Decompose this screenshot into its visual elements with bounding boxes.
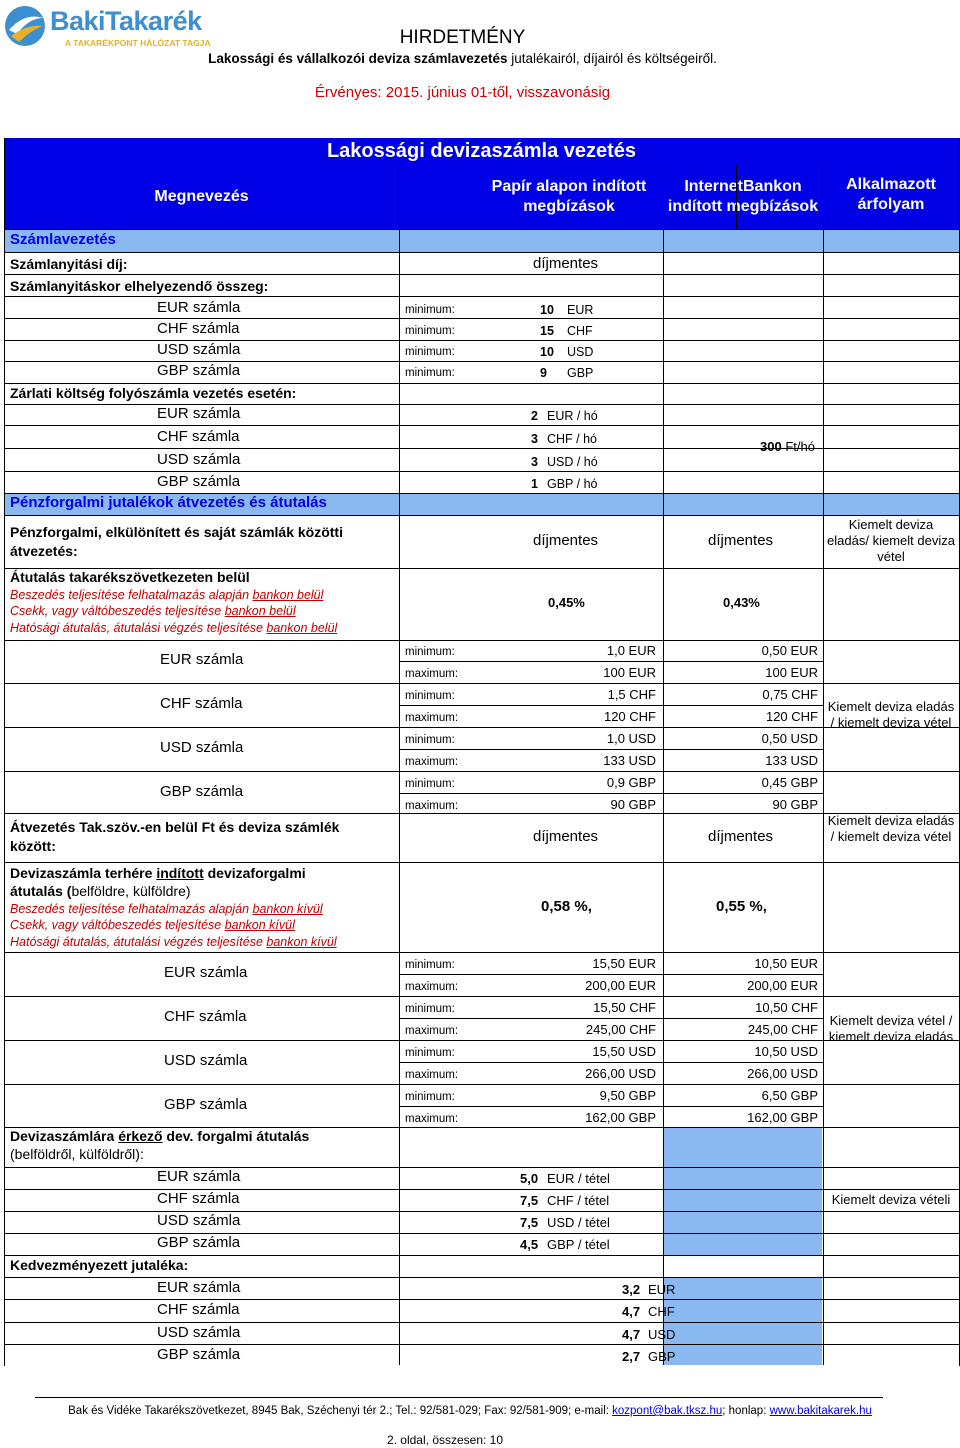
- limit-max-label: maximum:: [405, 1113, 459, 1125]
- in-num: 7,5: [520, 1215, 539, 1230]
- in-num: 5,0: [520, 1171, 539, 1186]
- in-cur: EUR / tétel: [547, 1171, 610, 1186]
- limit-min-paper: 9,50 GBP: [599, 1088, 656, 1103]
- transfer-in-paper: 0,45%: [548, 595, 585, 610]
- limit-max-paper: 266,00 USD: [585, 1066, 656, 1081]
- limit-min-label: minimum:: [405, 1091, 455, 1103]
- pref-cur: CHF: [648, 1304, 675, 1319]
- deposit-cur: EUR: [567, 303, 594, 317]
- limit-min-label: minimum:: [405, 959, 455, 971]
- pref-cur: EUR: [648, 1282, 676, 1297]
- open-fee-label: Számlanyitási díj:: [10, 256, 128, 272]
- pref-account-usd: USD számla: [157, 1324, 241, 1341]
- closing-num: 3: [531, 455, 538, 469]
- deposit-cur: GBP: [567, 366, 594, 380]
- limit-max-paper: 133 USD: [603, 753, 656, 768]
- closing-account-chf: CHF számla: [157, 428, 240, 445]
- pref-account-eur: EUR számla: [157, 1279, 241, 1296]
- limit-min-internet: 10,50 CHF: [755, 1000, 818, 1015]
- internal-rate: Kiemelt deviza eladás/ kiemelt deviza vétel: [827, 517, 955, 564]
- pref-account-gbp: GBP számla: [157, 1346, 241, 1363]
- closing-account-eur: EUR számla: [157, 405, 241, 422]
- limit-max-internet: 200,00 EUR: [747, 978, 818, 993]
- deposit-num: 10: [540, 303, 554, 317]
- in-num: 7,5: [520, 1193, 539, 1208]
- in-account-chf: CHF számla: [157, 1190, 240, 1207]
- limits-rate: Kiemelt deviza eladás / kiemelt deviza vétel: [827, 699, 955, 730]
- limit-min-paper: 1,0 EUR: [606, 643, 656, 658]
- internet-na-incoming: [663, 1127, 822, 1255]
- tak-paper: díjmentes: [533, 828, 599, 845]
- internal-label-2: átvezetés:: [10, 543, 78, 559]
- section-penzforgalmi: Pénzforgalmi jutalékok átvezetés és átutalás: [10, 494, 327, 511]
- limit-min-internet: 6,50 GBP: [761, 1088, 818, 1103]
- deposit-min-label: minimum:: [405, 325, 455, 337]
- out-title-2: átutalás (belföldre, külföldre): [10, 883, 191, 899]
- pref-num: 2,7: [622, 1349, 641, 1364]
- in-cur: GBP / tétel: [547, 1237, 610, 1252]
- in-cur: USD / tétel: [547, 1215, 610, 1230]
- deposit-num: 15: [540, 324, 554, 338]
- deposit-min-label: minimum:: [405, 304, 455, 316]
- tak-label: Átvezetés Tak.szöv.-en belül Ft és deviza számlék: [10, 819, 340, 835]
- out-paper: 0,58 %,: [541, 898, 592, 915]
- limit-min-internet: 10,50 EUR: [754, 956, 818, 971]
- limit-min-paper: 15,50 EUR: [592, 956, 656, 971]
- out_limits-account-eur: EUR számla: [164, 964, 248, 981]
- limit-max-paper: 162,00 GBP: [585, 1110, 656, 1125]
- red-line-1: Csekk, vagy váltóbeszedés teljesítése bankon belül: [10, 604, 296, 618]
- internal-paper: díjmentes: [533, 532, 599, 549]
- red-line-0: Beszedés teljesítése felhatalmazás alapján bankon kívül: [10, 902, 323, 916]
- internet-na-pref: [663, 1277, 822, 1365]
- out-rate: Kiemelt deviza vétel / kiemelt deviza eladás: [828, 1013, 954, 1044]
- deposit-num: 9: [540, 366, 547, 380]
- limit-max-label: maximum:: [405, 756, 459, 768]
- tak-rate: Kiemelt deviza eladás / kiemelt deviza vétel: [827, 813, 955, 844]
- open-deposit-label: Számlanyitáskor elhelyezendő összeg:: [10, 278, 269, 294]
- transfer-in-internet: 0,43%: [723, 595, 760, 610]
- limit-min-internet: 0,50 EUR: [761, 643, 818, 658]
- footer: Bak és Vidéke Takarékszövetkezet, 8945 Bak, Széchenyi tér 2.; Tel.: 92/581-029; Fax: 92/581-909; e-mail: kozpont@bak.tksz.hu; honlap: www.bakitakarek.hu: [68, 1405, 872, 1417]
- closing-num: 2: [531, 409, 538, 423]
- limit-min-internet: 0,50 USD: [761, 731, 818, 746]
- red-line-0: Beszedés teljesítése felhatalmazás alapján bankon belül: [10, 588, 324, 602]
- closing-cur: CHF / hó: [547, 432, 598, 446]
- limit-max-paper: 90 GBP: [610, 797, 656, 812]
- validity: Érvényes: 2015. június 01-től, visszavonásig: [314, 84, 611, 101]
- in-title: Devizaszámlára érkező dev. forgalmi átutalás: [10, 1128, 310, 1144]
- section-bg-szamlavezetes: [4, 230, 959, 252]
- in-title-2: (belföldről, külföldről):: [10, 1146, 144, 1162]
- deposit-cur: CHF: [567, 324, 593, 338]
- limit-min-paper: 0,9 GBP: [606, 775, 656, 790]
- limit-min-internet: 0,75 CHF: [762, 687, 818, 702]
- out_limits-account-gbp: GBP számla: [164, 1096, 248, 1113]
- limit-max-label: maximum:: [405, 1069, 459, 1081]
- out-title: Devizaszámla terhére indított devizaforgalmi: [10, 865, 306, 881]
- limit-max-internet: 266,00 USD: [747, 1066, 818, 1081]
- closing-account-gbp: GBP számla: [157, 473, 241, 490]
- footer-divider: [35, 1397, 883, 1398]
- in-rate: Kiemelt deviza vételi: [831, 1192, 951, 1207]
- footer-web-link[interactable]: www.bakitakarek.hu: [769, 1405, 872, 1417]
- tak-internet: díjmentes: [708, 828, 774, 845]
- internal-internet: díjmentes: [708, 532, 774, 549]
- red-line-2: Hatósági átutalás, átutalási végzés teljesítése bankon belül: [10, 621, 338, 635]
- limit-max-label: maximum:: [405, 1025, 459, 1037]
- col-header-internet: InternetBankon indított megbízások: [663, 165, 823, 229]
- col-header-paper: Papír alapon indított megbízások: [491, 178, 647, 215]
- out_limits-account-usd: USD számla: [164, 1052, 248, 1069]
- closing-account-usd: USD számla: [157, 451, 241, 468]
- limit-min-label: minimum:: [405, 646, 455, 658]
- limit-max-internet: 120 CHF: [765, 709, 818, 724]
- closing-num: 1: [531, 477, 538, 491]
- logo-tagline: A TAKARÉKPONT HÁLÓZAT TAGJA: [65, 38, 211, 48]
- limit-max-internet: 245,00 CHF: [747, 1022, 818, 1037]
- pref-num: 3,2: [622, 1282, 641, 1297]
- page-subtitle: Lakossági és vállalkozói deviza számlavezetés jutalékairól, díjairól és költségeiről.: [208, 51, 717, 66]
- deposit-account-gbp: GBP számla: [157, 362, 241, 379]
- pref-cur: USD: [648, 1327, 676, 1342]
- limit-min-paper: 15,50 CHF: [593, 1000, 656, 1015]
- red-line-1: Csekk, vagy váltóbeszedés teljesítése bankon kívül: [10, 918, 295, 932]
- closing-label: Zárlati költség folyószámla vezetés esetén:: [10, 385, 297, 401]
- deposit-min-label: minimum:: [405, 346, 455, 358]
- limit-min-label: minimum:: [405, 690, 455, 702]
- closing-cur: EUR / hó: [547, 409, 598, 423]
- deposit-account-eur: EUR számla: [157, 299, 241, 316]
- red-line-2: Hatósági átutalás, átutalási végzés teljesítése bankon kívül: [10, 935, 337, 949]
- in-account-gbp: GBP számla: [157, 1234, 241, 1251]
- internal-label: Pénzforgalmi, elkülönített és saját számlák közötti: [10, 524, 343, 540]
- limit-max-paper: 120 CHF: [603, 709, 656, 724]
- pref-account-chf: CHF számla: [157, 1301, 240, 1318]
- limit-min-label: minimum:: [405, 778, 455, 790]
- limit-min-internet: 10,50 USD: [754, 1044, 818, 1059]
- deposit-cur: USD: [567, 345, 594, 359]
- limits-account-chf: CHF számla: [160, 695, 243, 712]
- page-title: HIRDETMÉNY: [399, 27, 526, 48]
- transfer-in-label: Átutalás takarékszövetkezeten belül: [10, 569, 250, 585]
- in-num: 4,5: [520, 1237, 539, 1252]
- deposit-min-label: minimum:: [405, 367, 455, 379]
- limit-min-internet: 0,45 GBP: [761, 775, 818, 790]
- limit-max-label: maximum:: [405, 668, 459, 680]
- limit-max-paper: 100 EUR: [603, 665, 656, 680]
- deposit-account-chf: CHF számla: [157, 320, 240, 337]
- open-fee-value: díjmentes: [533, 255, 599, 272]
- section-szamlavezetes: Számlavezetés: [10, 231, 116, 248]
- limits-account-gbp: GBP számla: [160, 783, 244, 800]
- out-internet: 0,55 %,: [716, 898, 767, 915]
- limit-max-internet: 133 USD: [765, 753, 818, 768]
- limit-max-internet: 162,00 GBP: [747, 1110, 818, 1125]
- footer-email-link[interactable]: kozpont@bak.tksz.hu: [612, 1405, 723, 1417]
- limit-min-label: minimum:: [405, 734, 455, 746]
- limit-max-paper: 200,00 EUR: [585, 978, 656, 993]
- pref-cur: GBP: [648, 1349, 676, 1364]
- deposit-num: 10: [540, 345, 554, 359]
- tak-label-2: között:: [10, 838, 56, 854]
- limit-min-paper: 1,5 CHF: [607, 687, 656, 702]
- closing-num: 3: [531, 432, 538, 446]
- in-account-eur: EUR számla: [157, 1168, 241, 1185]
- out_limits-account-chf: CHF számla: [164, 1008, 247, 1025]
- limit-min-label: minimum:: [405, 1047, 455, 1059]
- limits-account-eur: EUR számla: [160, 651, 244, 668]
- pref-label: Kedvezményezett jutaléka:: [10, 1257, 189, 1273]
- limit-max-internet: 100 EUR: [765, 665, 818, 680]
- pref-num: 4,7: [622, 1327, 641, 1342]
- limit-max-label: maximum:: [405, 800, 459, 812]
- col-header-rate: Alkalmazott árfolyam: [823, 165, 959, 229]
- limit-min-label: minimum:: [405, 1003, 455, 1015]
- col-header-name: Megnevezés: [4, 165, 399, 229]
- limit-min-paper: 15,50 USD: [592, 1044, 656, 1059]
- closing-cur: USD / hó: [547, 455, 598, 469]
- limit-max-internet: 90 GBP: [772, 797, 818, 812]
- page-number: 2. oldal, összesen: 10: [386, 1433, 504, 1447]
- limit-max-paper: 245,00 CHF: [585, 1022, 656, 1037]
- closing-cur: GBP / hó: [547, 477, 598, 491]
- limits-account-usd: USD számla: [160, 739, 244, 756]
- deposit-account-usd: USD számla: [157, 341, 241, 358]
- limit-max-label: maximum:: [405, 981, 459, 993]
- limit-max-label: maximum:: [405, 712, 459, 724]
- in-account-usd: USD számla: [157, 1212, 241, 1229]
- limit-min-paper: 1,0 USD: [606, 731, 656, 746]
- logo-name: BakiTakarék: [50, 6, 202, 36]
- table-title: Lakossági devizaszámla vezetés: [4, 138, 959, 165]
- pref-num: 4,7: [622, 1304, 641, 1319]
- in-cur: CHF / tétel: [547, 1193, 610, 1208]
- closing-internet: 300 Ft/hó: [760, 439, 815, 454]
